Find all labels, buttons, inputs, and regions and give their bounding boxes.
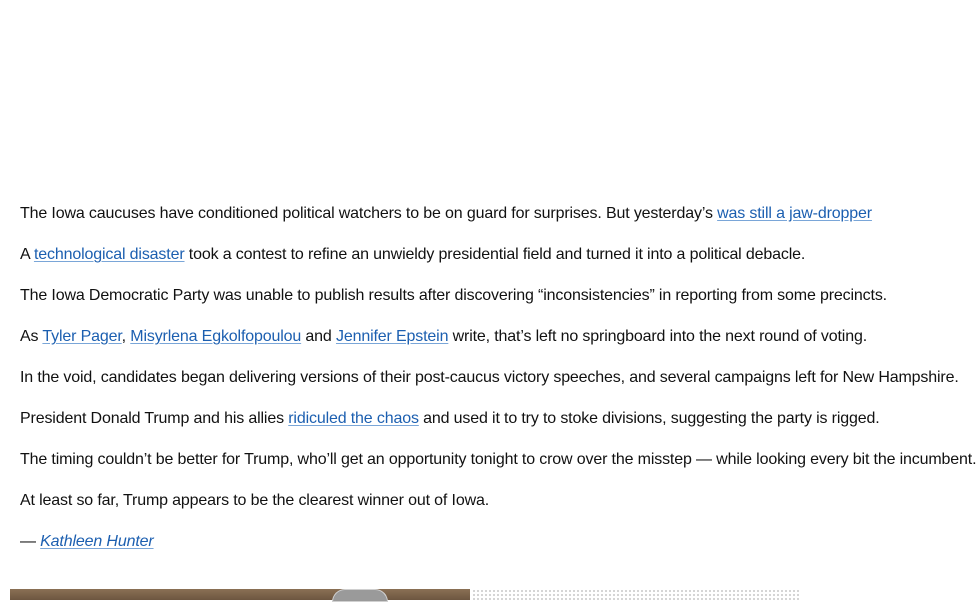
paragraph-6-text-before: President Donald Trump and his allies (20, 410, 289, 427)
ridiculed-the-chaos-link[interactable]: ridiculed the chaos (288, 410, 419, 427)
author-link[interactable]: Kathleen Hunter (40, 533, 154, 550)
paragraph-7 (20, 449, 976, 490)
paragraph-8 (20, 490, 800, 531)
paragraph-3-text: The Iowa Democratic Party was unable to publish results after discovering “inconsistencies” in reporting from some precincts. (20, 287, 887, 304)
article-body (20, 203, 976, 572)
byline (20, 531, 800, 572)
dotted-background-pattern (472, 589, 800, 600)
jennifer-epstein-link[interactable]: Jennifer Epstein (335, 328, 449, 345)
technological-disaster-link[interactable]: technological disaster (33, 246, 185, 263)
paragraph-4 (20, 326, 867, 367)
misyrlena-egkolfopoulou-link[interactable]: Misyrlena Egkolfopoulou (130, 328, 302, 345)
photo-person-silhouette (332, 589, 388, 602)
jaw-dropper-link[interactable]: was still a jaw-dropper (717, 205, 872, 222)
paragraph-8-text: At least so far, Trump appears to be the clearest winner out of Iowa. (20, 492, 490, 509)
paragraph-4-text-before: As (20, 328, 43, 345)
paragraph-2 (20, 244, 806, 285)
paragraph-6 (20, 408, 880, 449)
paragraph-5-text: In the void, candidates began delivering versions of their post-caucus victory speeches, and several campaigns left for New Hampshire. (20, 369, 959, 386)
paragraph-5 (20, 367, 959, 408)
paragraph-2-text-before: A (20, 246, 34, 263)
paragraph-4-text-after: write, that’s left no springboard into the next round of voting. (448, 328, 867, 345)
article-photo (10, 589, 470, 600)
paragraph-3 (20, 285, 887, 326)
paragraph-1 (20, 203, 872, 244)
paragraph-7-text: The timing couldn’t be better for Trump, who’ll get an opportunity tonight to crow over the misstep — while looking every bit the incumbent. (20, 451, 976, 468)
paragraph-4-sep-2: and (301, 328, 336, 345)
byline-dash: — (20, 533, 41, 550)
tyler-pager-link[interactable]: Tyler Pager (42, 328, 122, 345)
paragraph-4-sep-1: , (121, 328, 131, 345)
paragraph-2-text-after: took a contest to refine an unwieldy presidential field and turned it into a political debacle. (184, 246, 806, 263)
top-blank-area (0, 0, 800, 190)
paragraph-1-text: The Iowa caucuses have conditioned political watchers to be on guard for surprises. But yesterday’s (20, 205, 718, 222)
paragraph-6-text-after: and used it to try to stoke divisions, suggesting the party is rigged. (418, 410, 880, 427)
